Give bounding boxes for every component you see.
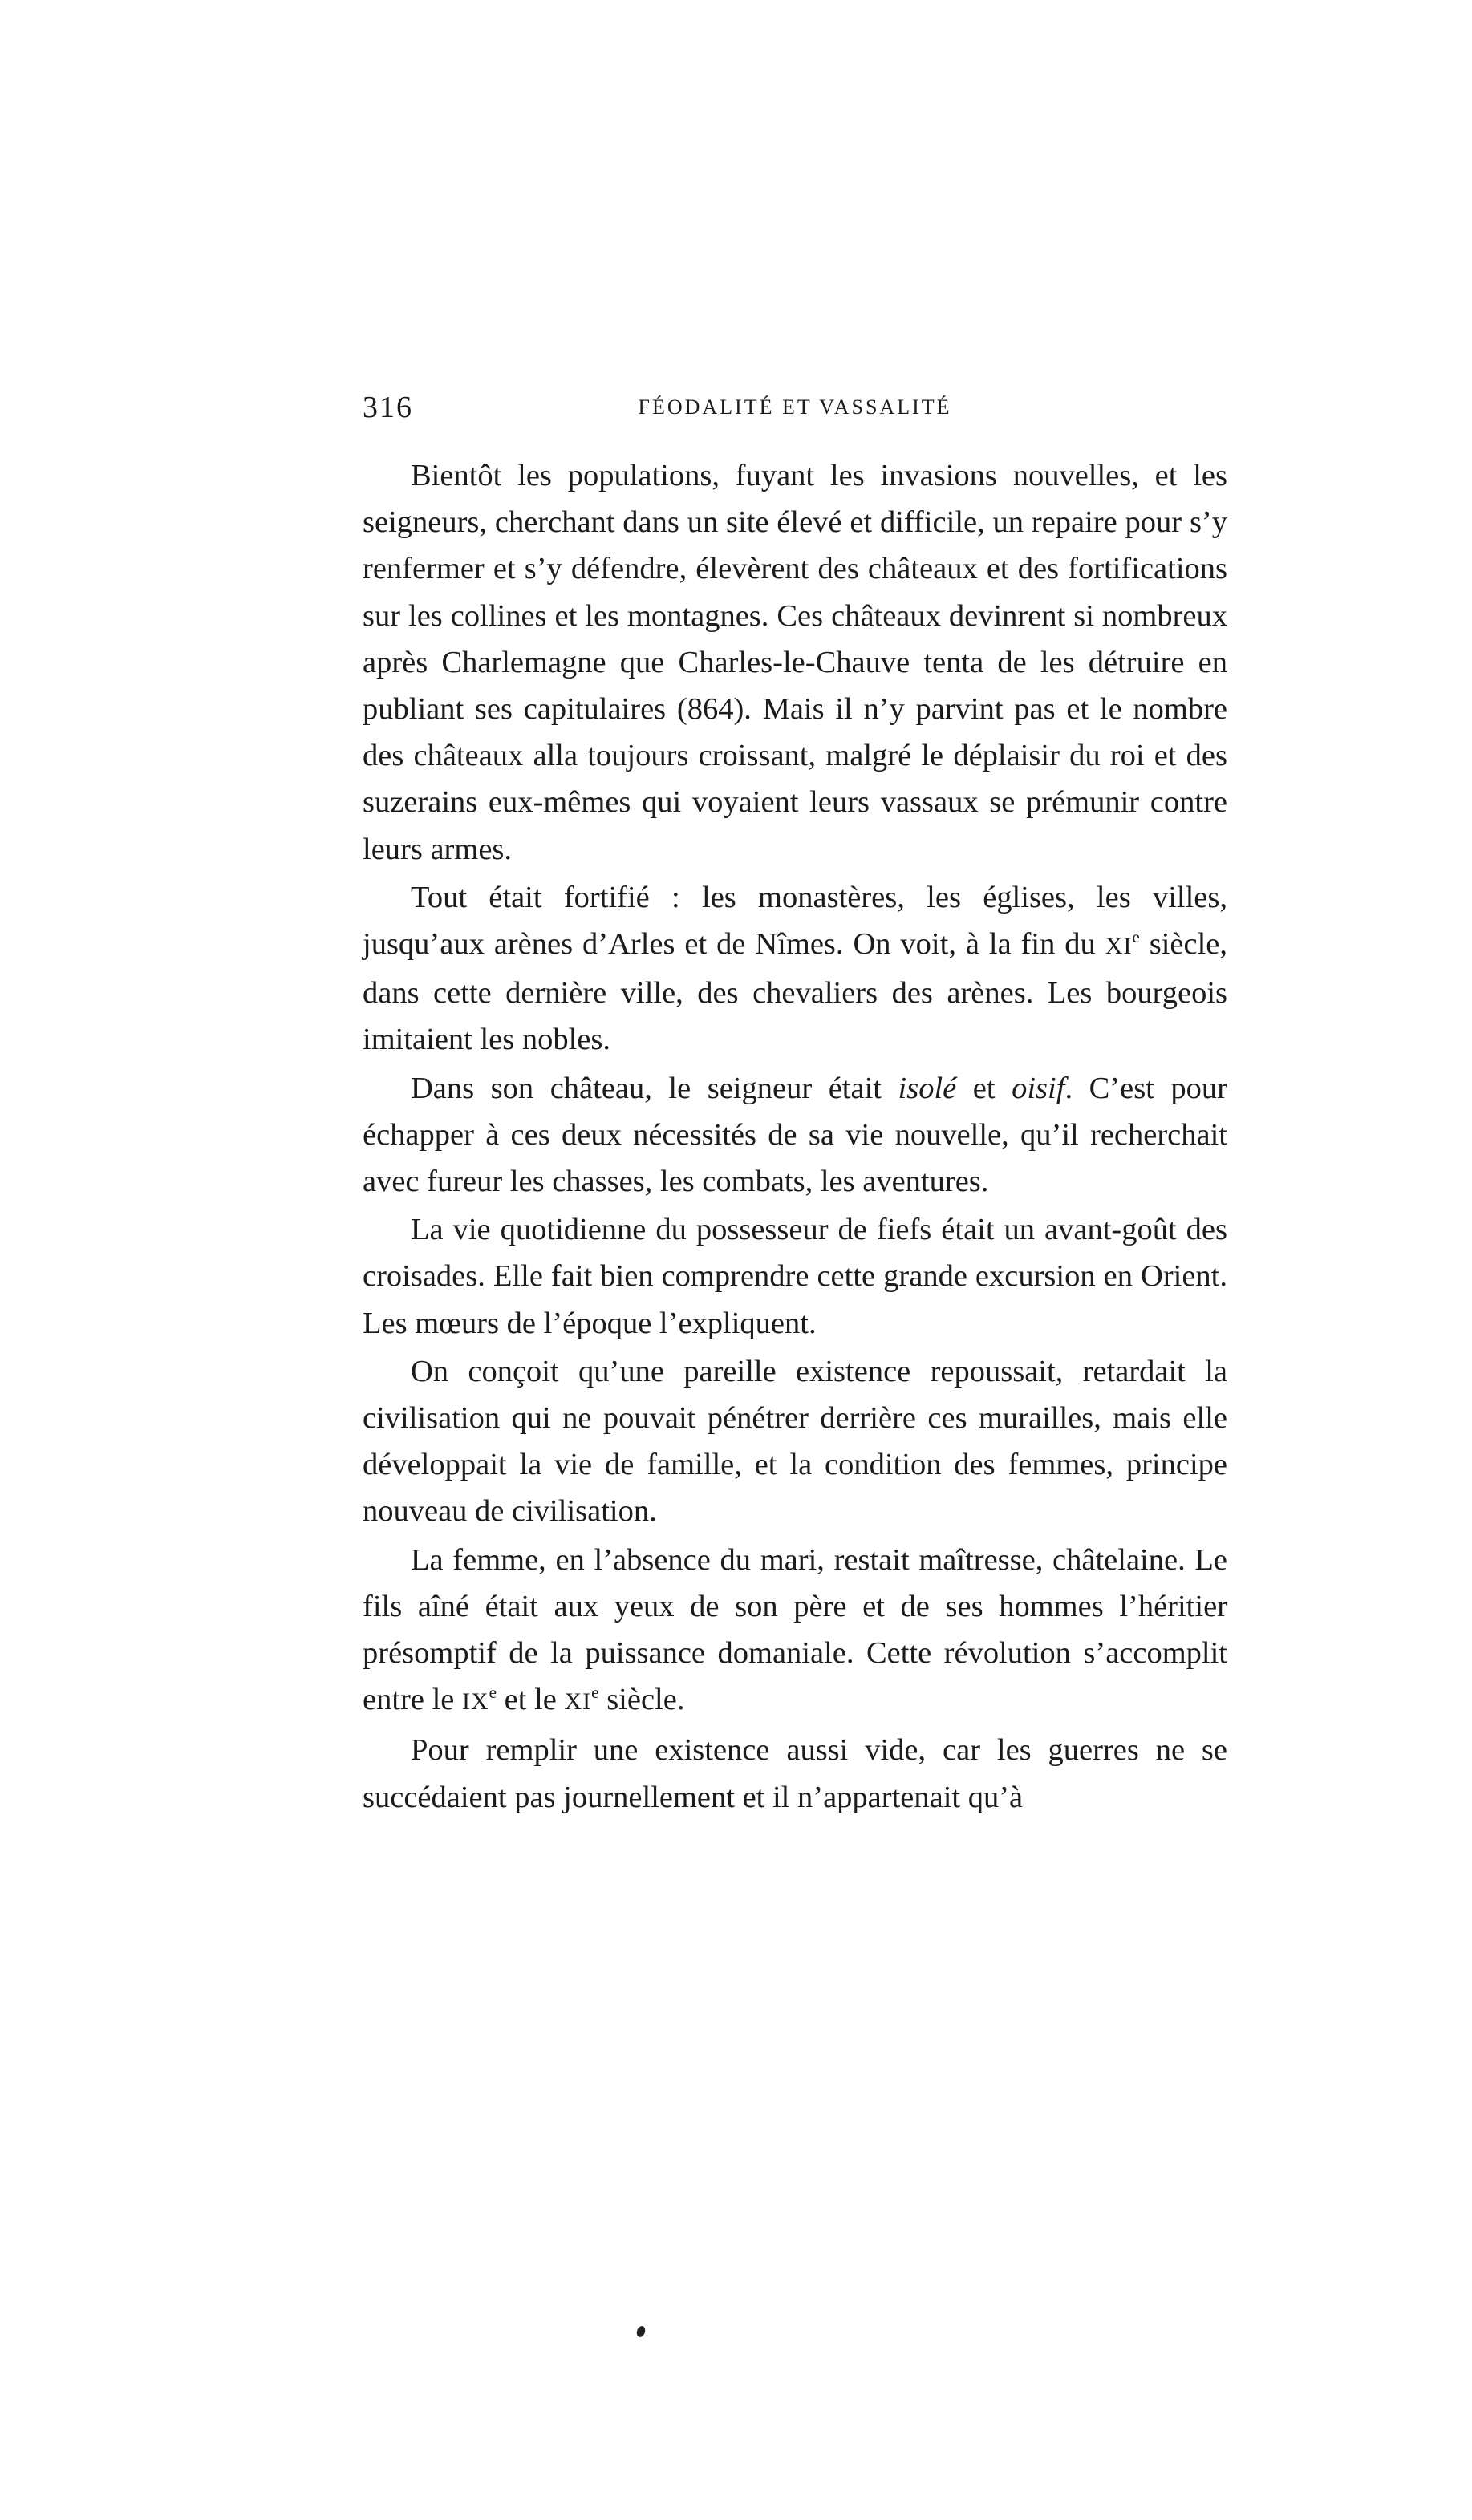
paragraph-3-text-middle: et — [956, 1071, 1012, 1105]
ink-speck-mark — [635, 2325, 647, 2339]
paragraph-4 — [363, 1206, 1227, 1347]
paragraph-2 — [363, 874, 1227, 1064]
paragraph-3-text-after: . C’est pour échapper à ces deux nécessités de sa vie nouvelle, qu’il recherchait avec fureur les chasses, les combats, les aventures. — [363, 1071, 1227, 1199]
paragraph-3-text-before: Dans son château, le seigneur était — [411, 1071, 898, 1105]
superscript: e — [591, 1683, 599, 1703]
paragraph-5-text: On conçoit qu’une pareille existence repoussait, retardait la civilisation qui ne pouvait pénétrer derrière ces murailles, mais elle développait la vie de famille, et la condition des femmes, principe nouveau de civilisation. — [363, 1354, 1227, 1529]
century-numeral: IX — [461, 1688, 489, 1716]
paragraph-6-text-after: siècle. — [598, 1683, 685, 1717]
paragraph-7-text: Pour remplir une existence aussi vide, car les guerres ne se succédaient pas journellement et il n’appartenait qu’à — [363, 1733, 1227, 1814]
paragraph-7 — [363, 1727, 1227, 1820]
superscript: e — [489, 1683, 497, 1703]
paragraph-4-text: La vie quotidienne du possesseur de fiefs était un avant-goût des croisades. Elle fait bien comprendre cette grande excursion en Orient. Les mœurs de l’époque l’expliquent. — [363, 1213, 1227, 1340]
paragraph-2-text-before: Tout était fortifié : les monastères, les églises, les villes, jusqu’aux arènes d’Arles et de Nîmes. On voit, à la fin du — [363, 880, 1227, 962]
paragraph-5 — [363, 1348, 1227, 1535]
paragraph-2-text-after: siècle, dans cette dernière ville, des chevaliers des arènes. Les bourgeois imitaient les nobles. — [363, 927, 1227, 1057]
paragraph-1 — [363, 452, 1227, 873]
paragraph-6-text-before: La femme, en l’absence du mari, restait maîtresse, châtelaine. Le fils aîné était aux yeux de son père et de ses hommes l’héritier présomptif de la puissance domaniale. Cette révolution s’accomplit entre le — [363, 1542, 1227, 1717]
body-text — [363, 452, 1227, 1822]
page-header — [363, 383, 1227, 431]
paragraph-6 — [363, 1537, 1227, 1726]
italic-word-isole: isolé — [898, 1071, 957, 1105]
running-title: FÉODALITÉ ET VASSALITÉ — [638, 395, 952, 419]
page-number: 316 — [363, 391, 413, 424]
superscript: e — [1132, 927, 1140, 947]
paragraph-3 — [363, 1065, 1227, 1205]
century-numeral: XI — [564, 1688, 592, 1716]
italic-word-oisif: oisif — [1012, 1071, 1065, 1105]
paragraph-6-text-middle: et le — [497, 1683, 565, 1717]
paragraph-1-text: Bientôt les populations, fuyant les invasions nouvelles, et les seigneurs, cherchant dans un site élevé et difficile, un repaire pour s’y renfermer et s’y défendre, élevèrent des châteaux et des fortifications sur les collines et les montagnes. Ces châteaux devinrent si nombreux après Charlemagne que Charles-le-Chauve tenta de les détruire en publiant ses capitulaires (864). Mais il n’y parvint pas et le nombre des châteaux alla toujours croissant, malgré le déplaisir du roi et des suzerains eux-mêmes qui voyaient leurs vassaux se prémunir contre leurs armes. — [363, 459, 1227, 866]
century-numeral: XI — [1105, 933, 1133, 960]
